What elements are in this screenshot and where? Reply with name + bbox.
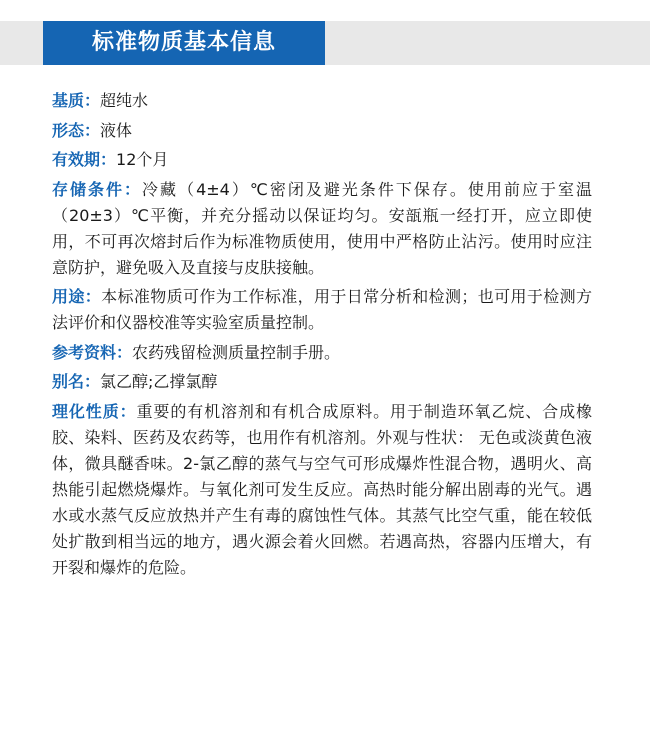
info-value-matrix: 超纯水 bbox=[100, 91, 149, 110]
section-header bbox=[43, 21, 325, 65]
info-label-alias: 别名： bbox=[52, 372, 101, 391]
info-row-alias bbox=[52, 369, 592, 395]
info-value-shelf-life: 12个月 bbox=[116, 150, 169, 169]
info-row-usage bbox=[52, 284, 592, 336]
section-title: 标准物质基本信息 bbox=[91, 30, 276, 55]
info-row-matrix bbox=[52, 88, 592, 114]
info-row-reference bbox=[52, 340, 592, 366]
info-list bbox=[52, 88, 592, 584]
info-label-matrix: 基质： bbox=[52, 91, 101, 110]
info-label-form: 形态： bbox=[52, 120, 101, 140]
info-label-properties: 理化性质： bbox=[52, 401, 137, 421]
info-row-shelf-life bbox=[52, 147, 592, 173]
info-value-reference: 农药残留检测质量控制手册。 bbox=[132, 342, 341, 362]
info-value-usage: 本标准物质可作为工作标准，用于日常分析和检测；也可用于检测方法评价和仪器校准等实验室质量控制。 bbox=[52, 287, 592, 332]
info-value-alias: 氯乙醇;乙撑氯醇 bbox=[100, 372, 218, 391]
info-value-properties: 重要的有机溶剂和有机合成原料。用于制造环氧乙烷、合成橡胶、染料、医药及农药等，也用作有机溶剂。外观与性状： 无色或淡黄色液体，微具醚香味。2-氯乙醇的蒸气与空气可形成爆炸性混合物，遇明火、高热能引起燃烧爆炸。与氧化剂可发生反应。高热时能分解出剧毒的光气。遇水或水蒸气反应放热并产生有毒的腐蚀性气体。其蒸气比空气重，能在较低处扩散到相当远的地方，遇火源会着火回燃。若遇高热，容器内压增大，有开裂和爆炸的危险。 bbox=[52, 401, 592, 577]
info-value-form: 液体 bbox=[100, 120, 133, 140]
info-label-usage: 用途： bbox=[52, 287, 102, 306]
info-label-storage: 存储条件： bbox=[52, 179, 143, 199]
info-row-properties bbox=[52, 399, 592, 581]
info-label-reference: 参考资料： bbox=[52, 342, 133, 362]
info-value-storage: 冷藏（4±4）℃密闭及避光条件下保存。使用前应于室温（20±3）℃平衡，并充分摇动以保证均匀。安瓿瓶一经打开，应立即使用，不可再次熔封后作为标准物质使用，使用中严格防止沾污。使用时应注意防护，避免吸入及直接与皮肤接触。 bbox=[52, 179, 592, 277]
info-row-storage bbox=[52, 177, 592, 281]
info-label-shelf-life: 有效期： bbox=[52, 150, 117, 169]
info-row-form bbox=[52, 118, 592, 144]
